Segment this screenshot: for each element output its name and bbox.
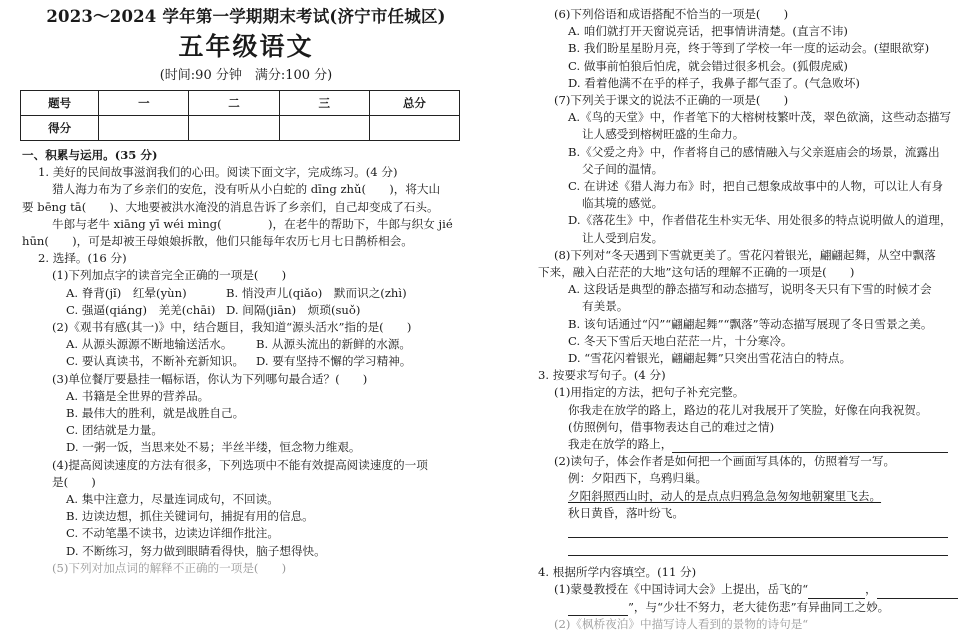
question-stem-cont: 下来，融入白茫茫的大地”这句话的理解不正确的一项是( ) — [538, 265, 855, 280]
question-stem: 1. 美好的民间故事滋润我们的心田。阅读下面文字，完成练习。(4 分) — [38, 165, 398, 180]
fill-prefix: (1)蒙曼教授在《中国诗词大会》上提出，岳飞的“ — [554, 582, 809, 597]
right-column — [538, 6, 958, 633]
score-header-cell: 二 — [189, 91, 279, 116]
option-c: C. 在讲述《猎人海力布》时，把自己想象成故事中的人物，可以让人有身 — [568, 179, 944, 194]
option-row — [22, 336, 470, 353]
comma: ， — [865, 582, 877, 597]
option-b: B. 悄没声儿(qiǎo) 默而识之(zhì) — [226, 285, 407, 300]
option-d-cont: 让人受到启发。 — [582, 230, 664, 245]
example-sentence: 你我走在放学的路上，路边的花儿对我展开了笑脸，好像在向我祝贺。 — [568, 402, 928, 417]
option-b-cont: 父子间的温情。 — [582, 161, 664, 176]
option-row — [22, 302, 470, 319]
question-stem: 2. 选择。(16 分) — [38, 251, 127, 266]
passage-line: 猎人海力布为了乡亲们的安危，没有听从小白蛇的 dīng zhǔ( )，将大山 — [52, 182, 441, 197]
option-c: C. 团结就是力量。 — [66, 423, 163, 438]
option-row — [22, 353, 470, 370]
score-table — [20, 90, 460, 141]
score-table-header-row — [21, 91, 460, 116]
option-d: D. 要有坚持不懈的学习精神。 — [256, 354, 412, 369]
score-label-cell: 得分 — [21, 116, 99, 141]
option-b: B. 该句话通过“闪”“翩翩起舞”“飘落”等动态描写展现了冬日雪景之美。 — [568, 316, 933, 331]
score-input-cell[interactable] — [369, 116, 459, 141]
passage-line: 要 bēng tā( )、大地要被洪水淹没的消息告诉了乡亲们，自己却变成了石头。 — [22, 199, 439, 214]
score-header-cell: 一 — [99, 91, 189, 116]
option-a: A. 书籍是全世界的营养品。 — [66, 388, 210, 403]
score-header-cell: 三 — [279, 91, 369, 116]
passage-line: hūn( )，可是却被王母娘娘拆散，他们只能每年农历七月七日鹊桥相会。 — [22, 234, 413, 249]
example-label: 例：夕阳西下，乌鸦归巢。 — [568, 471, 708, 486]
fill-row — [538, 599, 958, 616]
answer-prefix: 我走在放学的路上， — [568, 437, 673, 452]
option-a-cont: 有美景。 — [582, 299, 629, 314]
section-heading: 一、积累与运用。(35 分) — [22, 148, 158, 162]
question-stem: (4)提高阅读速度的方法有很多，下列选项中不能有效提高阅读速度的一项 — [52, 457, 428, 472]
question-stem: (2)《观书有感(其一)》中，结合题目，我知道“源头活水”指的是( ) — [52, 320, 412, 335]
instruction: (仿照例句，借事物表达自己的难过之情) — [568, 419, 775, 434]
fill-blank[interactable] — [568, 599, 628, 616]
option-d: D. 看着他满不在乎的样子，我鼻子都气歪了。(气急败坏) — [568, 75, 860, 90]
question-stem: (8)下列对“冬天遇到下雪就更美了。雪花闪着银光，翩翩起舞，从空中飘落 — [554, 247, 936, 262]
option-a: A. 咱们就打开天窗说亮话，把事情讲清楚。(直言不讳) — [568, 24, 848, 39]
option-c-cont: 临其境的感觉。 — [582, 196, 664, 211]
prompt-sentence: 秋日黄昏，落叶纷飞。 — [568, 505, 684, 520]
question-stem-cont: 是( ) — [52, 474, 96, 489]
score-table-score-row — [21, 116, 460, 141]
question-stem: (2)读句子，体会作者是如何把一个画面写具体的，仿照着写一写。 — [554, 454, 896, 469]
question-stem: (1)下列加点字的读音完全正确的一项是( ) — [52, 268, 287, 283]
score-input-cell[interactable] — [189, 116, 279, 141]
option-a: A. 从源头源源不断地输送活水。 — [66, 337, 233, 352]
question-stem: (5)下列对加点词的解释不正确的一项是( ) — [52, 560, 287, 575]
option-a-cont: 让人感受到榕树旺盛的生命力。 — [582, 127, 745, 142]
subject-title: 五年级语文 — [178, 32, 314, 61]
option-a: A. 集中注意力，尽量连词成句，不回读。 — [66, 492, 279, 507]
option-c: C. 要认真读书，不断补充新知识。 — [66, 354, 245, 369]
option-b: B. 边读边想，抓住关键词句，捕捉有用的信息。 — [66, 509, 314, 524]
question-stem: (3)单位餐厅要悬挂一幅标语，你认为下列哪句最合适？( ) — [52, 371, 368, 386]
question-stem: (1)用指定的方法，把句子补充完整。 — [554, 385, 745, 400]
option-d: D. 一粥一饭，当思来处不易；半丝半缕，恒念物力维艰。 — [66, 440, 361, 455]
question-heading: 4. 根据所学内容填空。(11 分) — [538, 565, 697, 580]
option-d: D. “雪花闪着银光，翩翩起舞”只突出雪花洁白的特点。 — [568, 351, 852, 366]
fill-row — [538, 581, 958, 598]
option-row — [22, 285, 470, 302]
question-stem: (6)下列俗语和成语搭配不恰当的一项是( ) — [554, 7, 789, 21]
answer-row — [538, 436, 958, 453]
fill-blank[interactable] — [808, 581, 865, 598]
question-stem: (7)下列关于课文的说法不正确的一项是( ) — [554, 93, 789, 108]
exam-title: 2023～2024 学年第一学期期末考试(济宁市任城区) — [46, 7, 446, 26]
answer-line[interactable] — [568, 540, 948, 556]
option-b: B. 最伟大的胜利，就是战胜自己。 — [66, 406, 245, 421]
option-a: A. 脊背(jǐ) 红晕(yùn) — [66, 285, 187, 300]
exam-meta: (时间:90 分钟 满分:100 分) — [159, 68, 333, 83]
example-expanded: 夕阳斜照西山时，动人的是点点归鸦急急匆匆地朝窠里飞去。 — [568, 488, 882, 503]
option-c: C. 冬天下雪后天地白茫茫一片，十分寒冷。 — [568, 333, 793, 348]
score-header-cell: 题号 — [21, 91, 99, 116]
fill-blank[interactable] — [877, 581, 958, 598]
option-d: D. 间隔(jiān) 烦琐(suǒ) — [226, 302, 361, 317]
question-heading: 3. 按要求写句子。(4 分) — [538, 368, 666, 383]
passage-line: 牛郎与老牛 xiāng yī wéi mìng( )，在老牛的帮助下，牛郎与织女 jié — [52, 216, 453, 231]
answer-line[interactable] — [568, 522, 948, 538]
option-d: D. 不断练习，努力做到眼睛看得快，脑子想得快。 — [66, 543, 326, 558]
question-stem: (2)《枫桥夜泊》中描写诗人看到的景物的诗句是“ — [554, 616, 809, 631]
fill-suffix: ”，与“少壮不努力，老大徒伤悲”有异曲同工之妙。 — [628, 599, 890, 614]
answer-blank[interactable] — [672, 436, 948, 453]
option-c: C. 做事前怕狼后怕虎，就会错过很多机会。(狐假虎威) — [568, 58, 848, 73]
score-input-cell[interactable] — [279, 116, 369, 141]
option-b: B. 从源头流出的新鲜的水源。 — [256, 337, 412, 352]
option-a: A.《鸟的天堂》中，作者笔下的大榕树枝繁叶茂，翠色欲滴，这些动态描写 — [568, 110, 952, 125]
option-b: B. 我们盼星星盼月亮，终于等到了学校一年一度的运动会。(望眼欲穿) — [568, 41, 930, 56]
option-c: C. 不动笔墨不读书，边读边详细作批注。 — [66, 526, 279, 541]
score-input-cell[interactable] — [99, 116, 189, 141]
option-a: A. 这段话是典型的静态描写和动态描写，说明冬天只有下雪的时候才会 — [568, 282, 932, 297]
option-c: C. 强逼(qiáng) 羌羌(chāi) — [66, 302, 216, 317]
option-d: D.《落花生》中，作者借花生朴实无华、用处很多的特点说明做人的道理， — [568, 213, 952, 228]
left-column — [22, 6, 470, 577]
option-b: B.《父爱之舟》中，作者将自己的感情融入与父亲逛庙会的场景，流露出 — [568, 144, 940, 159]
score-header-cell: 总分 — [369, 91, 459, 116]
